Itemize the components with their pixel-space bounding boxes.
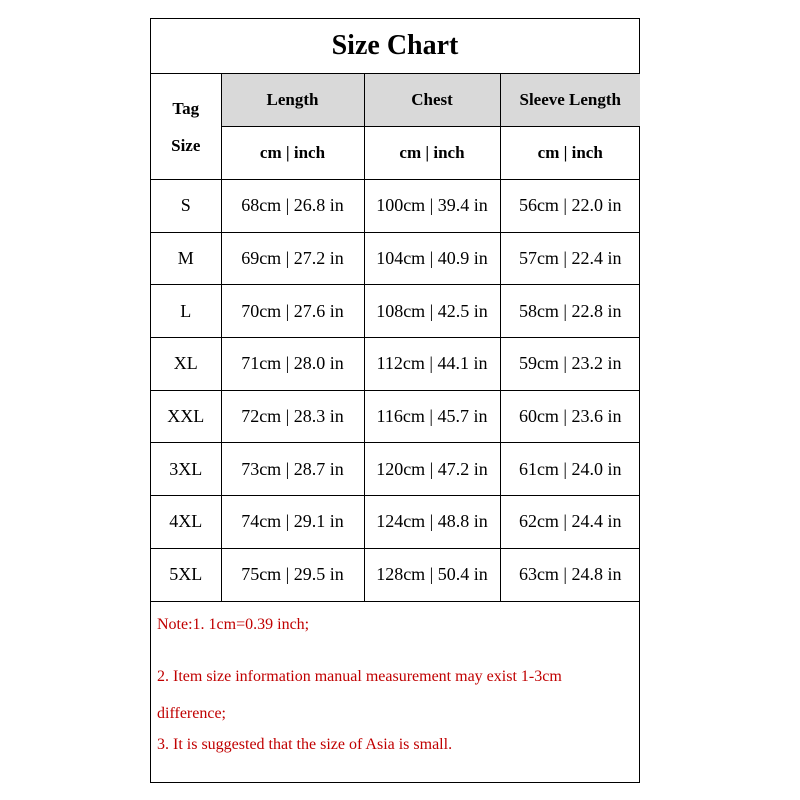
table-row (151, 443, 640, 496)
sleeve-length-cell: 56cm | 22.0 in (500, 180, 640, 233)
chest-cell: 108cm | 42.5 in (364, 285, 500, 338)
sleeve-length-cell: 62cm | 24.4 in (500, 496, 640, 549)
size-cell: S (151, 180, 221, 233)
chest-cell: 104cm | 40.9 in (364, 232, 500, 285)
sleeve-length-cell: 59cm | 23.2 in (500, 338, 640, 391)
size-cell: XXL (151, 390, 221, 443)
table-row (151, 496, 640, 549)
unit-label-length: cm | inch (221, 127, 364, 180)
column-header-length: Length (221, 74, 364, 127)
units-row (151, 127, 640, 180)
length-cell: 71cm | 28.0 in (221, 338, 364, 391)
length-cell: 73cm | 28.7 in (221, 443, 364, 496)
table-row (151, 232, 640, 285)
note-2: 2. Item size information manual measurement may exist 1-3cm difference; (157, 667, 562, 722)
size-cell: L (151, 285, 221, 338)
notes-section (151, 602, 639, 754)
sleeve-length-cell: 63cm | 24.8 in (500, 548, 640, 601)
table-row (151, 180, 640, 233)
chest-cell: 100cm | 39.4 in (364, 180, 500, 233)
sleeve-length-cell: 57cm | 22.4 in (500, 232, 640, 285)
size-cell: 5XL (151, 548, 221, 601)
size-cell: 4XL (151, 496, 221, 549)
chest-cell: 120cm | 47.2 in (364, 443, 500, 496)
header-row (151, 74, 640, 127)
length-cell: 72cm | 28.3 in (221, 390, 364, 443)
note-3: 3. It is suggested that the size of Asia is small. (157, 735, 453, 753)
chest-cell: 128cm | 50.4 in (364, 548, 500, 601)
length-cell: 69cm | 27.2 in (221, 232, 364, 285)
sleeve-length-cell: 60cm | 23.6 in (500, 390, 640, 443)
table-row (151, 548, 640, 601)
size-label: Size (171, 135, 201, 155)
sleeve-length-cell: 58cm | 22.8 in (500, 285, 640, 338)
table-row (151, 285, 640, 338)
unit-label-sleeve: cm | inch (500, 127, 640, 180)
size-cell: XL (151, 338, 221, 391)
chart-title: Size Chart (151, 19, 639, 74)
table-row (151, 390, 640, 443)
length-cell: 70cm | 27.6 in (221, 285, 364, 338)
note-1: Note:1. 1cm=0.39 inch; (157, 615, 310, 633)
length-cell: 75cm | 29.5 in (221, 548, 364, 601)
sleeve-length-cell: 61cm | 24.0 in (500, 443, 640, 496)
length-cell: 74cm | 29.1 in (221, 496, 364, 549)
column-header-chest: Chest (364, 74, 500, 127)
size-cell: M (151, 232, 221, 285)
size-chart (150, 18, 640, 783)
unit-label-chest: cm | inch (364, 127, 500, 180)
tag-label: Tag (172, 98, 200, 118)
tag-size-header (151, 74, 221, 180)
length-cell: 68cm | 26.8 in (221, 180, 364, 233)
size-cell: 3XL (151, 443, 221, 496)
table-row (151, 338, 640, 391)
chest-cell: 112cm | 44.1 in (364, 338, 500, 391)
chest-cell: 124cm | 48.8 in (364, 496, 500, 549)
size-table (151, 74, 640, 602)
column-header-sleeve-length: Sleeve Length (500, 74, 640, 127)
chest-cell: 116cm | 45.7 in (364, 390, 500, 443)
